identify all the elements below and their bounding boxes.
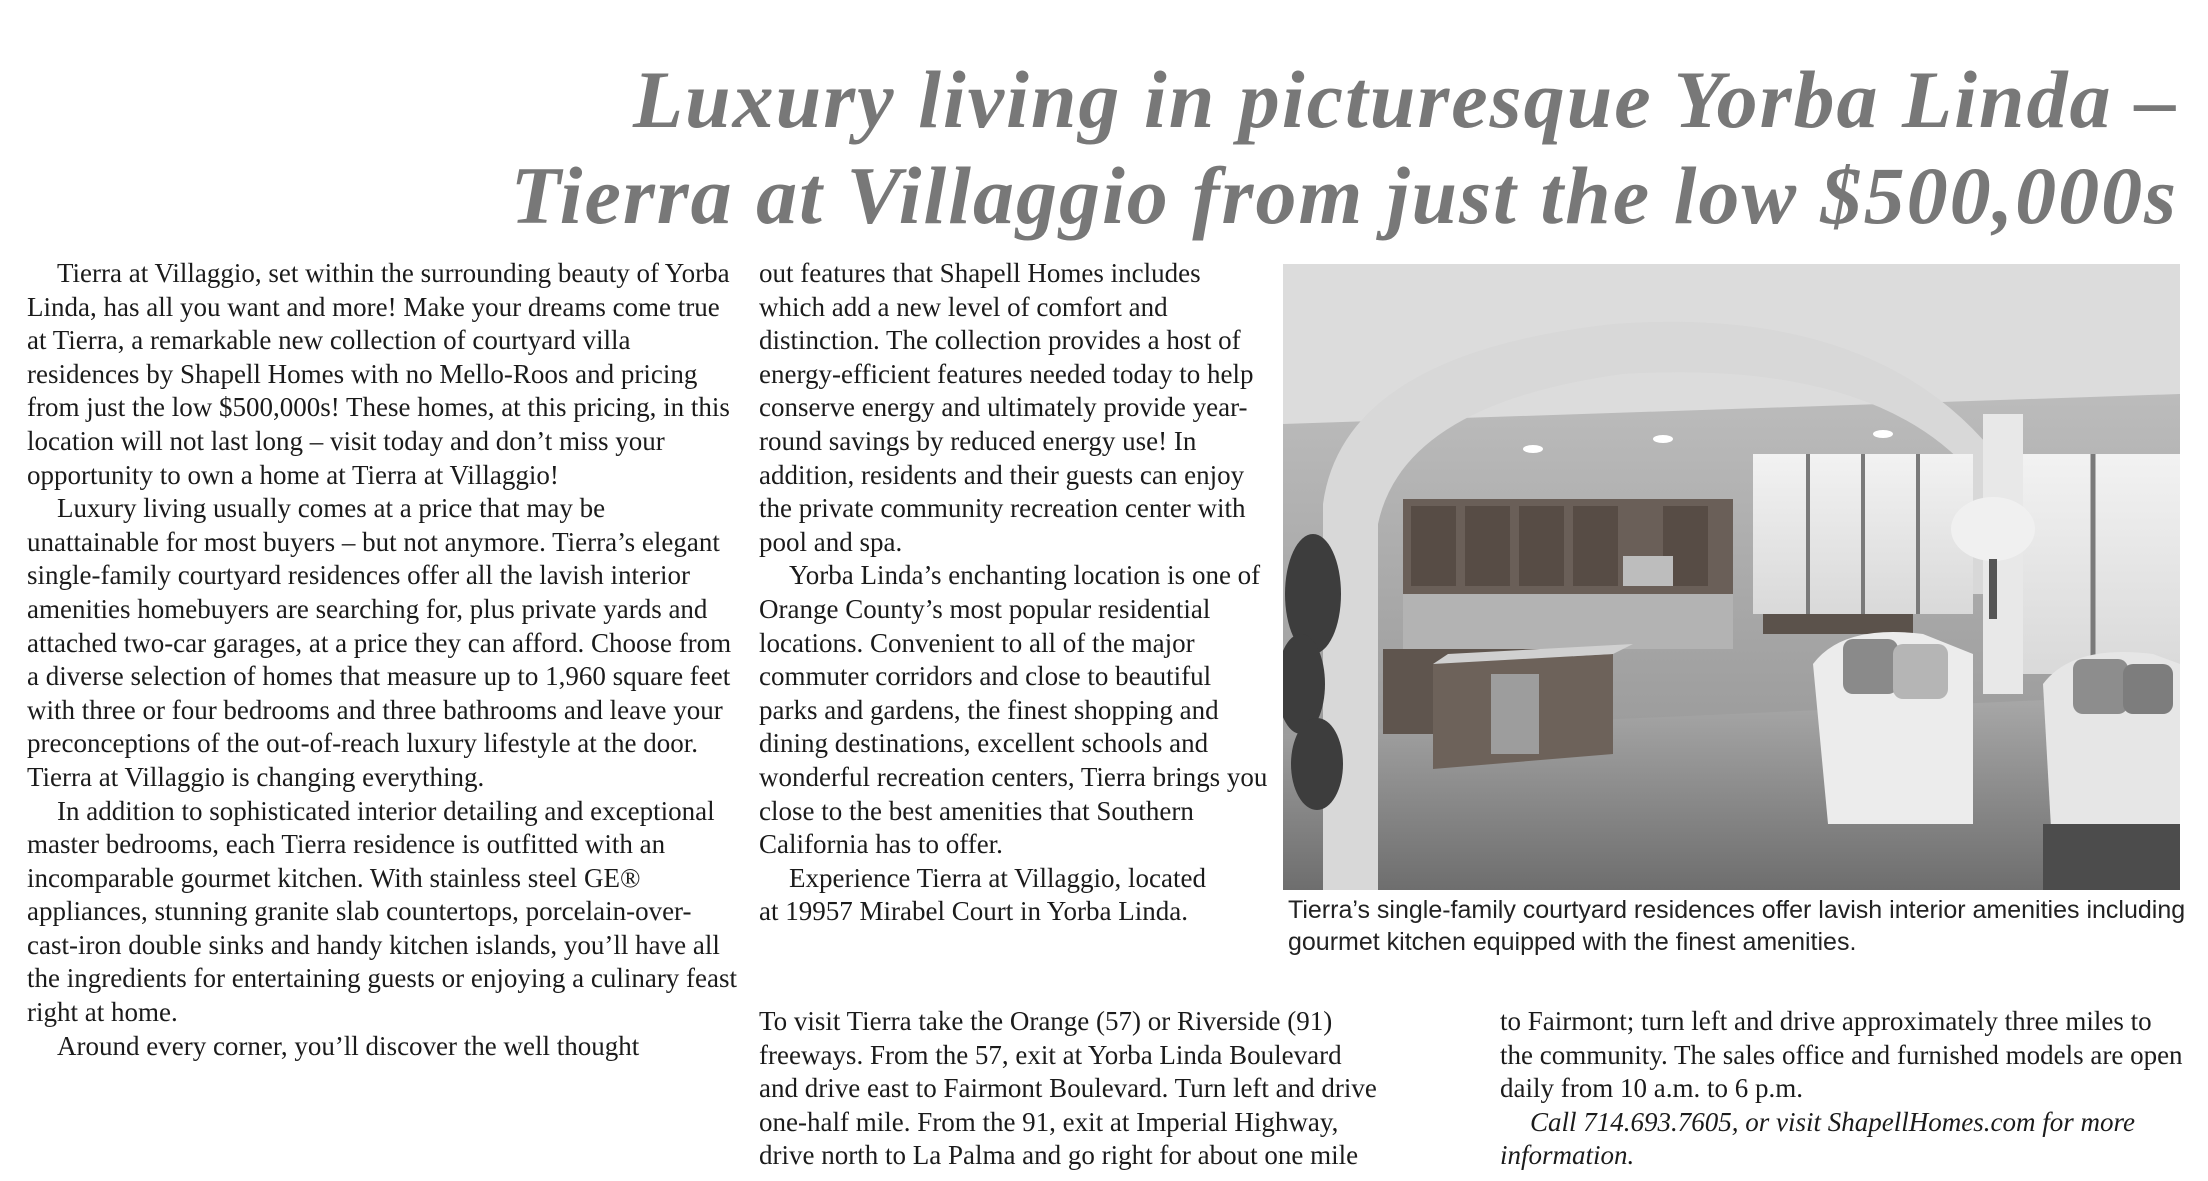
article-column-2 xyxy=(759,257,1269,929)
photo-caption: Tierra’s single-family courtyard residences offer lavish interior amenities including gourmet kitchen equipped with the finest amenities. xyxy=(1288,896,2186,956)
directions-line-4: freeways. From the 57, exit at Yorba Linda Boulevard xyxy=(759,1039,1342,1070)
directions-line-5: and drive east to Fairmont Boulevard. Turn left and drive xyxy=(759,1073,1377,1104)
article-column-1 xyxy=(27,257,740,1063)
interior-photo-illustration xyxy=(1283,264,2180,890)
headline-line-2: Tierra at Villaggio from just the low $500,000s xyxy=(510,150,2178,241)
paragraph-location: Yorba Linda’s enchanting location is one of Orange County’s most popular residential locations. Convenient to all of the major commuter corridors and close to beautiful parks and gardens, the finest shopping and dining destinations, excellent schools and wonderful recreation centers, Tierra brings you close to the best amenities that Southern California has to offer. xyxy=(759,560,1268,860)
contact-callout: Call 714.693.7605, or visit ShapellHomes.com for more information. xyxy=(1500,1106,2135,1171)
directions-column xyxy=(759,1005,1479,1173)
headline-line-1: Luxury living in picturesque Yorba Linda – xyxy=(632,54,2178,145)
interior-photo xyxy=(1283,264,2180,890)
directions-line-6: one-half mile. From the 91, exit at Imperial Highway, xyxy=(759,1106,1339,1137)
paragraph-kitchen: In addition to sophisticated interior detailing and exceptional master bedrooms, each Tierra residence is outfitted with an incomparable gourmet kitchen. With stainless steel GE® appliances, stunning granite slab countertops, porcelain-over-cast-iron double sinks and handy kitchen islands, you’ll have all the ingredients for entertaining guests or enjoying a culinary feast right at home. xyxy=(27,795,738,1028)
paragraph-directions-line-1: Experience Tierra at Villaggio, located xyxy=(789,862,1206,893)
paragraph-features-continued: out features that Shapell Homes includes which add a new level of comfort and distinction. The collection provides a host of energy-efficient features needed today to help conserve energy and ultimately provide year-round savings by reduced energy use! In addition, residents and their guests can enjoy the private community recreation center with pool and spa. xyxy=(759,258,1254,557)
paragraph-directions-line-2: at 19957 Mirabel Court in Yorba Linda. xyxy=(759,896,1188,927)
paragraph-features-start: Around every corner, you’ll discover the well thought xyxy=(57,1030,640,1061)
directions-line-7: drive north to La Palma and go right for about one mile xyxy=(759,1140,1359,1171)
paragraph-luxury: Luxury living usually comes at a price that may be unattainable for most buyers – but not anymore. Tierra’s elegant single-family courtyard residences offer all the lavish interior amenities homebuyers are searching for, plus private yards and attached two-car garages, at a price they can afford. Choose from a diverse selection of homes that measure up to 1,960 square feet with three or four bedrooms and three bathrooms and leave your preconceptions of the out-of-reach luxury lifestyle at the door. Tierra at Villaggio is changing everything. xyxy=(27,493,732,792)
directions-end-column xyxy=(1500,1005,2190,1173)
directions-line-3: To visit Tierra take the Orange (57) or Riverside (91) xyxy=(759,1006,1333,1036)
paragraph-intro: Tierra at Villaggio, set within the surrounding beauty of Yorba Linda, has all you want and more! Make your dreams come true at Tierra, a remarkable new collection of courtyard villa residences by Shapell Homes with no Mello-Roos and pricing from just the low $500,000s! These homes, at this pricing, in this location will not last long – visit today and don’t miss your opportunity to own a home at Tierra at Villaggio! xyxy=(27,258,730,490)
directions-end: to Fairmont; turn left and drive approximately three miles to the community. The sales office and furnished models are open daily from 10 a.m. to 6 p.m. xyxy=(1500,1006,2183,1104)
headline xyxy=(428,52,2178,244)
